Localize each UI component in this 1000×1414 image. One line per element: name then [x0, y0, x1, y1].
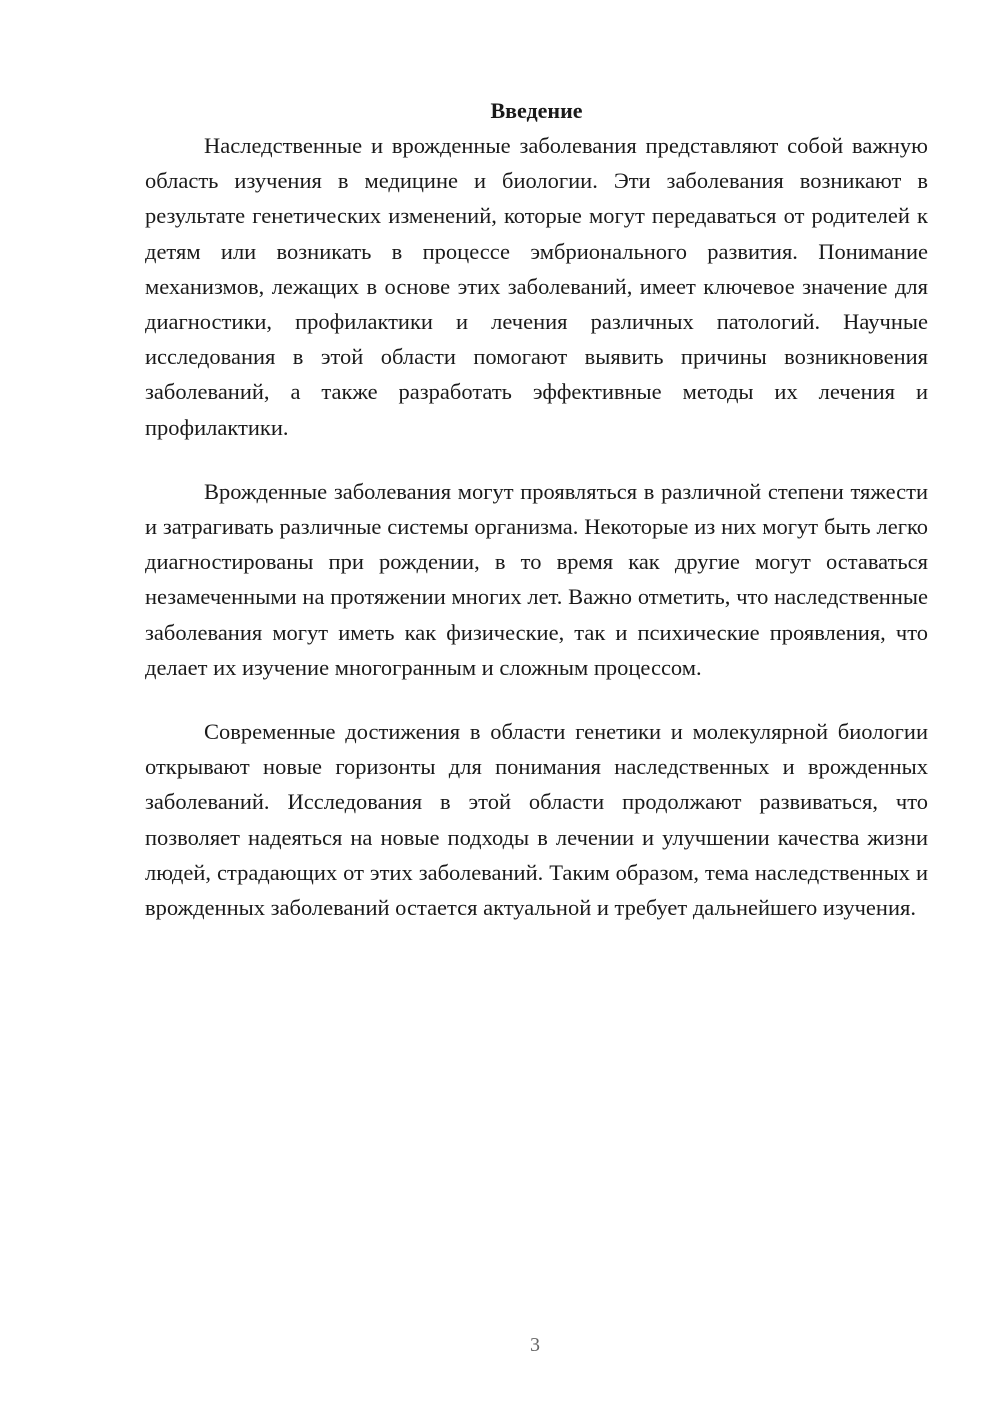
- document-body: [145, 94, 928, 954]
- page-number: 3: [530, 1334, 540, 1356]
- paragraph-1: Наследственные и врожденные заболевания представляют собой важную область изучения в медицине и биологии. Эти заболевания возникают в результате генетических изменений, которые могут передаваться от родителей к детям или возникать в процессе эмбрионального развития. Понимание механизмов, лежащих в основе этих заболеваний, имеет ключевое значение для диагностики, профилактики и лечения различных патологий. Научные исследования в этой области помогают выявить причины возникновения заболеваний, а также разработать эффективные методы их лечения и профилактики.: [145, 133, 928, 440]
- section-heading: Введение: [490, 98, 583, 123]
- paragraph-3: Современные достижения в области генетики и молекулярной биологии открывают новые горизонты для понимания наследственных и врожденных заболеваний. Исследования в этой области продолжают развиваться, что позволяет надеяться на новые подходы в лечении и улучшении качества жизни людей, страдающих от этих заболеваний. Таким образом, тема наследственных и врожденных заболеваний остается актуальной и требует дальнейшего изучения.: [145, 719, 928, 921]
- paragraph-2: Врожденные заболевания могут проявляться в различной степени тяжести и затрагивать различные системы организма. Некоторые из них могут быть легко диагностированы при рождении, в то время как другие могут оставаться незамеченными на протяжении многих лет. Важно отметить, что наследственные заболевания могут иметь как физические, так и психические проявления, что делает их изучение многогранным и сложным процессом.: [145, 478, 928, 680]
